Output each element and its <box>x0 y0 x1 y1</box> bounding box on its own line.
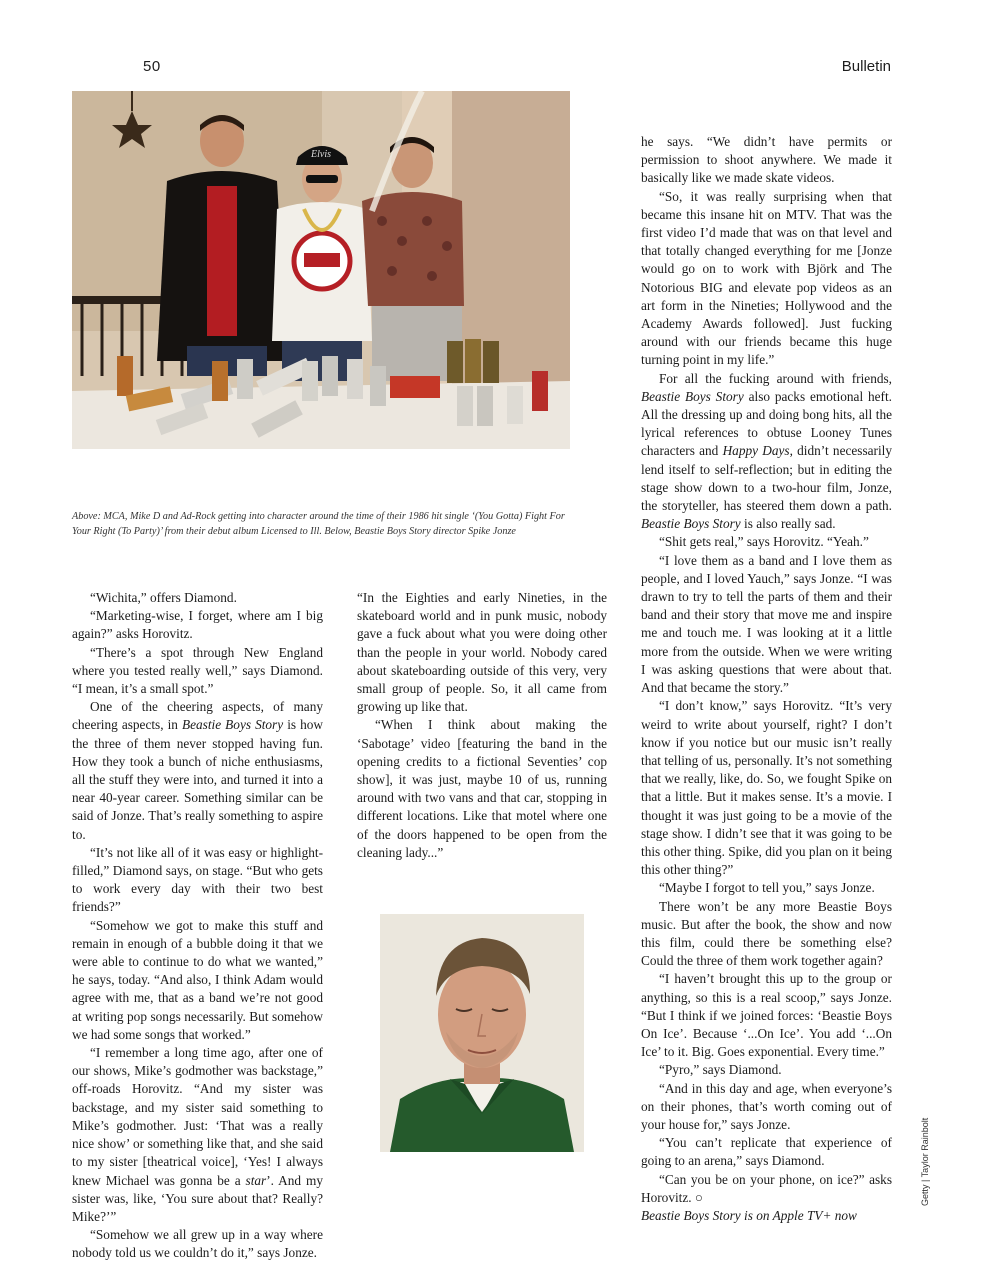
paragraph: For all the fucking around with friends, Beastie Boys Story also packs emotional heft. All the dressing up and doing bong hits, all the lyrical references to obtuse Looney Tunes characters and Happy Days, didn’t necessarily lend itself to self-reflection; but in editing the stage show down to a two-hour film, Jonze, the storyteller, has steered them down a path. Beastie Boys Story is also really sad. <box>641 370 892 532</box>
paragraph: “You can’t replicate that experience of going to an arena,” says Diamond. <box>641 1135 892 1169</box>
cap-text: Elvis <box>311 149 331 160</box>
article-column-3 <box>641 133 892 1225</box>
band-photo-illustration <box>72 91 570 449</box>
availability-note: Beastie Boys Story is on Apple TV+ now <box>641 1207 857 1223</box>
paragraph: “I haven’t brought this up to the group or anything, so this is a real scoop,” says Jonze. “But I think if we joined forces: ‘Beastie Boys On Ice’. Because ‘...On Ice’. You add ‘...On Ice’ to it. Big. Goes exponential. Every time.” <box>641 971 892 1060</box>
paragraph: “Pyro,” says Diamond. <box>659 1062 782 1078</box>
photo-credit: Getty | Taylor Rainbolt <box>920 1117 930 1206</box>
portrait-illustration <box>380 914 584 1152</box>
paragraph: “So, it was really surprising when that became this insane hit on MTV. That was the first video I’d made that was on that level and that totally changed everything for me [Jonze would go on to work with Björk and The Notorious BIG and elevate pop videos as an art form in the Nineties; Hollywood and the Academy Awards followed]. Just fucking around with our friends became this huge turning point in my life.” <box>641 188 892 368</box>
paragraph: There won’t be any more Beastie Boys music. But after the book, the show and now this film, could there be something else? Could the three of them work together again? <box>641 898 892 969</box>
portrait-photo <box>380 914 584 1152</box>
paragraph: “Wichita,” offers Diamond. <box>90 590 237 605</box>
paragraph: “I remember a long time ago, after one of our shows, Mike’s godmother was backstage,” off-roads Horovitz. “And my sister was backstage, and my sister said something to Mike’s godmother. Just: ‘That was a really nice show’ or something like that, and she said to my sister [theatrical voice], ‘Yes! I always knew Michael was gonna be a star’. And my sister was, like, ‘You sure about that? Really? Mike?’” <box>72 1045 323 1224</box>
paragraph: “I love them as a band and I love them as people, and I loved Yauch,” says Jonze. “I was drawn to try to tell the parts of them and their band and their story that move me and inspire me and touch me. I was looking at it a little more from the outside. When we were writing I was asking questions that were about that. And that became the story.” <box>641 552 892 696</box>
section-name: Bulletin <box>841 58 891 75</box>
article-column-1 <box>72 589 323 1263</box>
paragraph: “There’s a spot through New England where you tested really well,” says Diamond. “I mean, it’s a small spot.” <box>72 644 323 697</box>
paragraph: “I don’t know,” says Horovitz. “It’s very weird to write about yourself, right? I don’t know if you notice but our music isn’t really that telling of us, personally. It’s not something that we really, like, do. So, we fought Spike on that a little. But it makes sense. It’s a movie. I thought it was just going to be a movie of the stage show. I didn’t see that it was going to be this other thing. Spike, did you plan on it being this other thing?” <box>641 698 892 878</box>
paragraph: “When I think about making the ‘Sabotage’ video [featuring the band in the opening credits to a fictional Seventies’ cop show], it was just, maybe 10 of us, running around with two vans and that car, stopping in different locations. Like that motel where one of the doors happened to be open from the cleaning lady...” <box>357 717 607 860</box>
paragraph: “Shit gets real,” says Horovitz. “Yeah.” <box>659 534 869 550</box>
page-number: 50 <box>143 58 161 75</box>
paragraph: “Can you be on your phone, on ice?” asks Horovitz. ○ <box>641 1171 892 1205</box>
article-column-2 <box>357 589 607 862</box>
band-photo <box>72 91 570 449</box>
paragraph: One of the cheering aspects, of many cheering aspects, in Beastie Boys Story is how the three of them never stopped having fun. How they took a bunch of niche enthusiasms, all the stuff they were into, and turned it into a near 40-year career. Something similar can be said of Jonze. That’s really something to aspire to. <box>72 699 324 842</box>
paragraph: “Maybe I forgot to tell you,” says Jonze. <box>659 880 875 896</box>
paragraph: “Somehow we all grew up in a way where nobody told us we couldn’t do it,” says Jonze. <box>72 1227 323 1261</box>
paragraph: “And in this day and age, when everyone’s on their phones, that’s worth coming out of your house for,” says Jonze. <box>641 1080 892 1132</box>
paragraph: “It’s not like all of it was easy or highlight-filled,” Diamond says, on stage. “But who gets to work every day with their two best friends?” <box>72 844 323 915</box>
paragraph: he says. “We didn’t have permits or permission to shoot anywhere. We made it basically like we made skate videos. <box>641 134 892 186</box>
paragraph: “In the Eighties and early Nineties, in the skateboard world and in punk music, nobody gave a fuck about what you were doing other than the people in your world. Nobody cared about skateboarding outside of this very, very small group of people. So, it all came from growing up like that. <box>357 590 607 715</box>
paragraph: “Marketing-wise, I forget, where am I big again?” asks Horovitz. <box>72 608 323 642</box>
paragraph: “Somehow we got to make this stuff and remain in enough of a bubble doing it that we were able to continue to do what we wanted,” he says, today. “And also, I think Adam would agree with me, that as a band we’re not good at writing pop songs necessarily. But somehow we had some songs that worked.” <box>72 917 323 1042</box>
photo-caption: Above: MCA, Mike D and Ad-Rock getting into character around the time of their 1986 hit single ‘(You Gotta) Fight For Your Right (To Party)’ from their debut album Licensed to Ill. Below, Beastie Boys Story director Spike Jonze <box>72 511 565 537</box>
